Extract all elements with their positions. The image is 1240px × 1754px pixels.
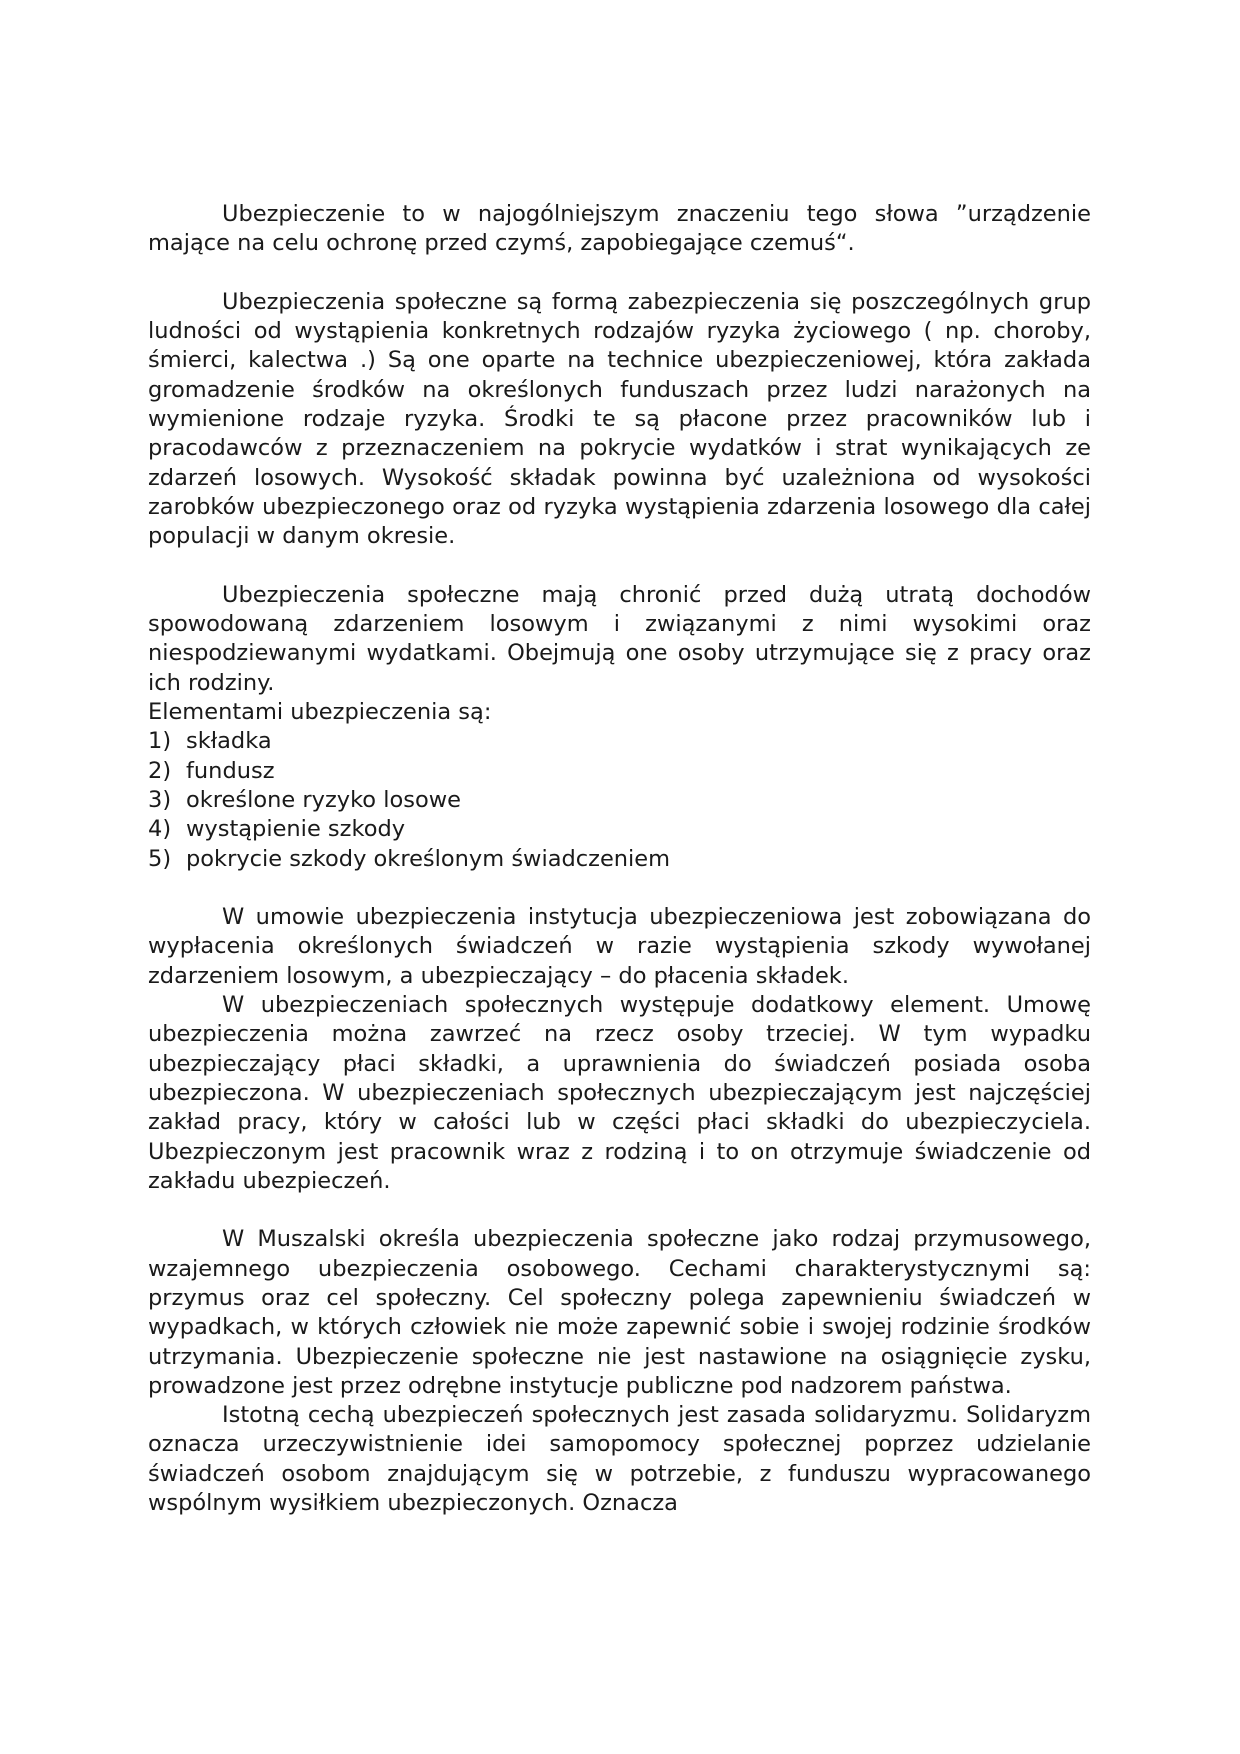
list-item-number: 5) [148,845,172,872]
list-item-number: 3) [148,786,172,813]
list-item [148,815,1091,844]
list-item-text: wystąpienie szkody [186,816,406,843]
elements-list [148,727,1091,873]
blank-line [148,874,1091,903]
list-item [148,757,1091,786]
list-item-number: 1) [148,728,172,755]
paragraph-protection: Ubezpieczenia społeczne mają chronić przed dużą utratą dochodów spowodowaną zdarzeniem losowym i związanymi z nimi wysokimi oraz niespodziewanymi wydatkami. Obejmują one osoby utrzymujące się z pracy oraz ich rodziny. [148,581,1091,696]
blank-line [148,1196,1091,1225]
paragraph-solidarity: Istotną cechą ubezpieczeń społecznych jest zasada solidaryzmu. Solidaryzm oznacza urzeczywistnienie idei samopomocy społecznej poprzez udzielanie świadczeń osobom znajdującym się w potrzebie, z funduszu wypracowanego wspólnym wysiłkiem ubezpieczonych. Oznacza [148,1402,1091,1517]
paragraph-social-insurance: Ubezpieczenia społeczne są formą zabezpieczenia się poszczególnych grup ludności od wystąpienia konkretnych rodzajów ryzyka życiowego ( np. choroby, śmierci, kalectwa .) Są one oparte na technice ubezpieczeniowej, która zakłada gromadzenie środków na określonych funduszach przez ludzi narażonych na wymienione rodzaje ryzyka. Środki te są płacone przez pracowników lub i pracodawców z przeznaczeniem na pokrycie wydatków i strat wynikających ze zdarzeń losowych. Wysokość składak powinna być uzależniona od wysokości zarobków ubezpieczonego oraz od ryzyka wystąpienia zdarzenia losowego dla całej populacji w danym okresie. [148,288,1091,550]
blank-line [148,552,1091,581]
list-item-text: określone ryzyko losowe [186,786,461,813]
list-item [148,786,1091,815]
list-intro: Elementami ubezpieczenia są: [148,699,492,726]
list-item-number: 4) [148,816,172,843]
document-page [148,200,1091,1518]
list-item [148,845,1091,874]
list-item-text: fundusz [186,757,275,784]
list-item-number: 2) [148,757,172,784]
paragraph-definition: Ubezpieczenie to w najogólniejszym znaczeniu tego słowa ”urządzenie mające na celu ochronę przed czymś, zapobiegające czemuś“. [148,201,1091,257]
paragraph-additional-element: W ubezpieczeniach społecznych występuje dodatkowy element. Umowę ubezpieczenia można zawrzeć na rzecz osoby trzeciej. W tym wypadku ubezpieczający płaci składki, a uprawnienia do świadczeń posiada osoba ubezpieczona. W ubezpieczeniach społecznych ubezpieczającym jest najczęściej zakład pracy, który w całości lub w części płaci składki do ubezpieczyciela. Ubezpieczonym jest pracownik wraz z rodziną i to on otrzymuje świadczenie od zakładu ubezpieczeń. [148,992,1091,1194]
list-item-text: składka [186,728,272,755]
blank-line [148,259,1091,288]
paragraph-muszalski: W Muszalski określa ubezpieczenia społeczne jako rodzaj przymusowego, wzajemnego ubezpieczenia osobowego. Cechami charakterystycznymi są: przymus oraz cel społeczny. Cel społeczny polega zapewnieniu świadczeń w wypadkach, w których człowiek nie może zapewnić sobie i swojej rodzinie środków utrzymania. Ubezpieczenie społeczne nie jest nastawione na osiągnięcie zysku, prowadzone jest przez odrębne instytucje publiczne pod nadzorem państwa. [148,1226,1091,1399]
paragraph-contract: W umowie ubezpieczenia instytucja ubezpieczeniowa jest zobowiązana do wypłacenia określonych świadczeń w razie wystąpienia szkody wywołanej zdarzeniem losowym, a ubezpieczający – do płacenia składek. [148,904,1091,989]
list-item-text: pokrycie szkody określonym świadczeniem [186,845,671,872]
list-item [148,727,1091,756]
